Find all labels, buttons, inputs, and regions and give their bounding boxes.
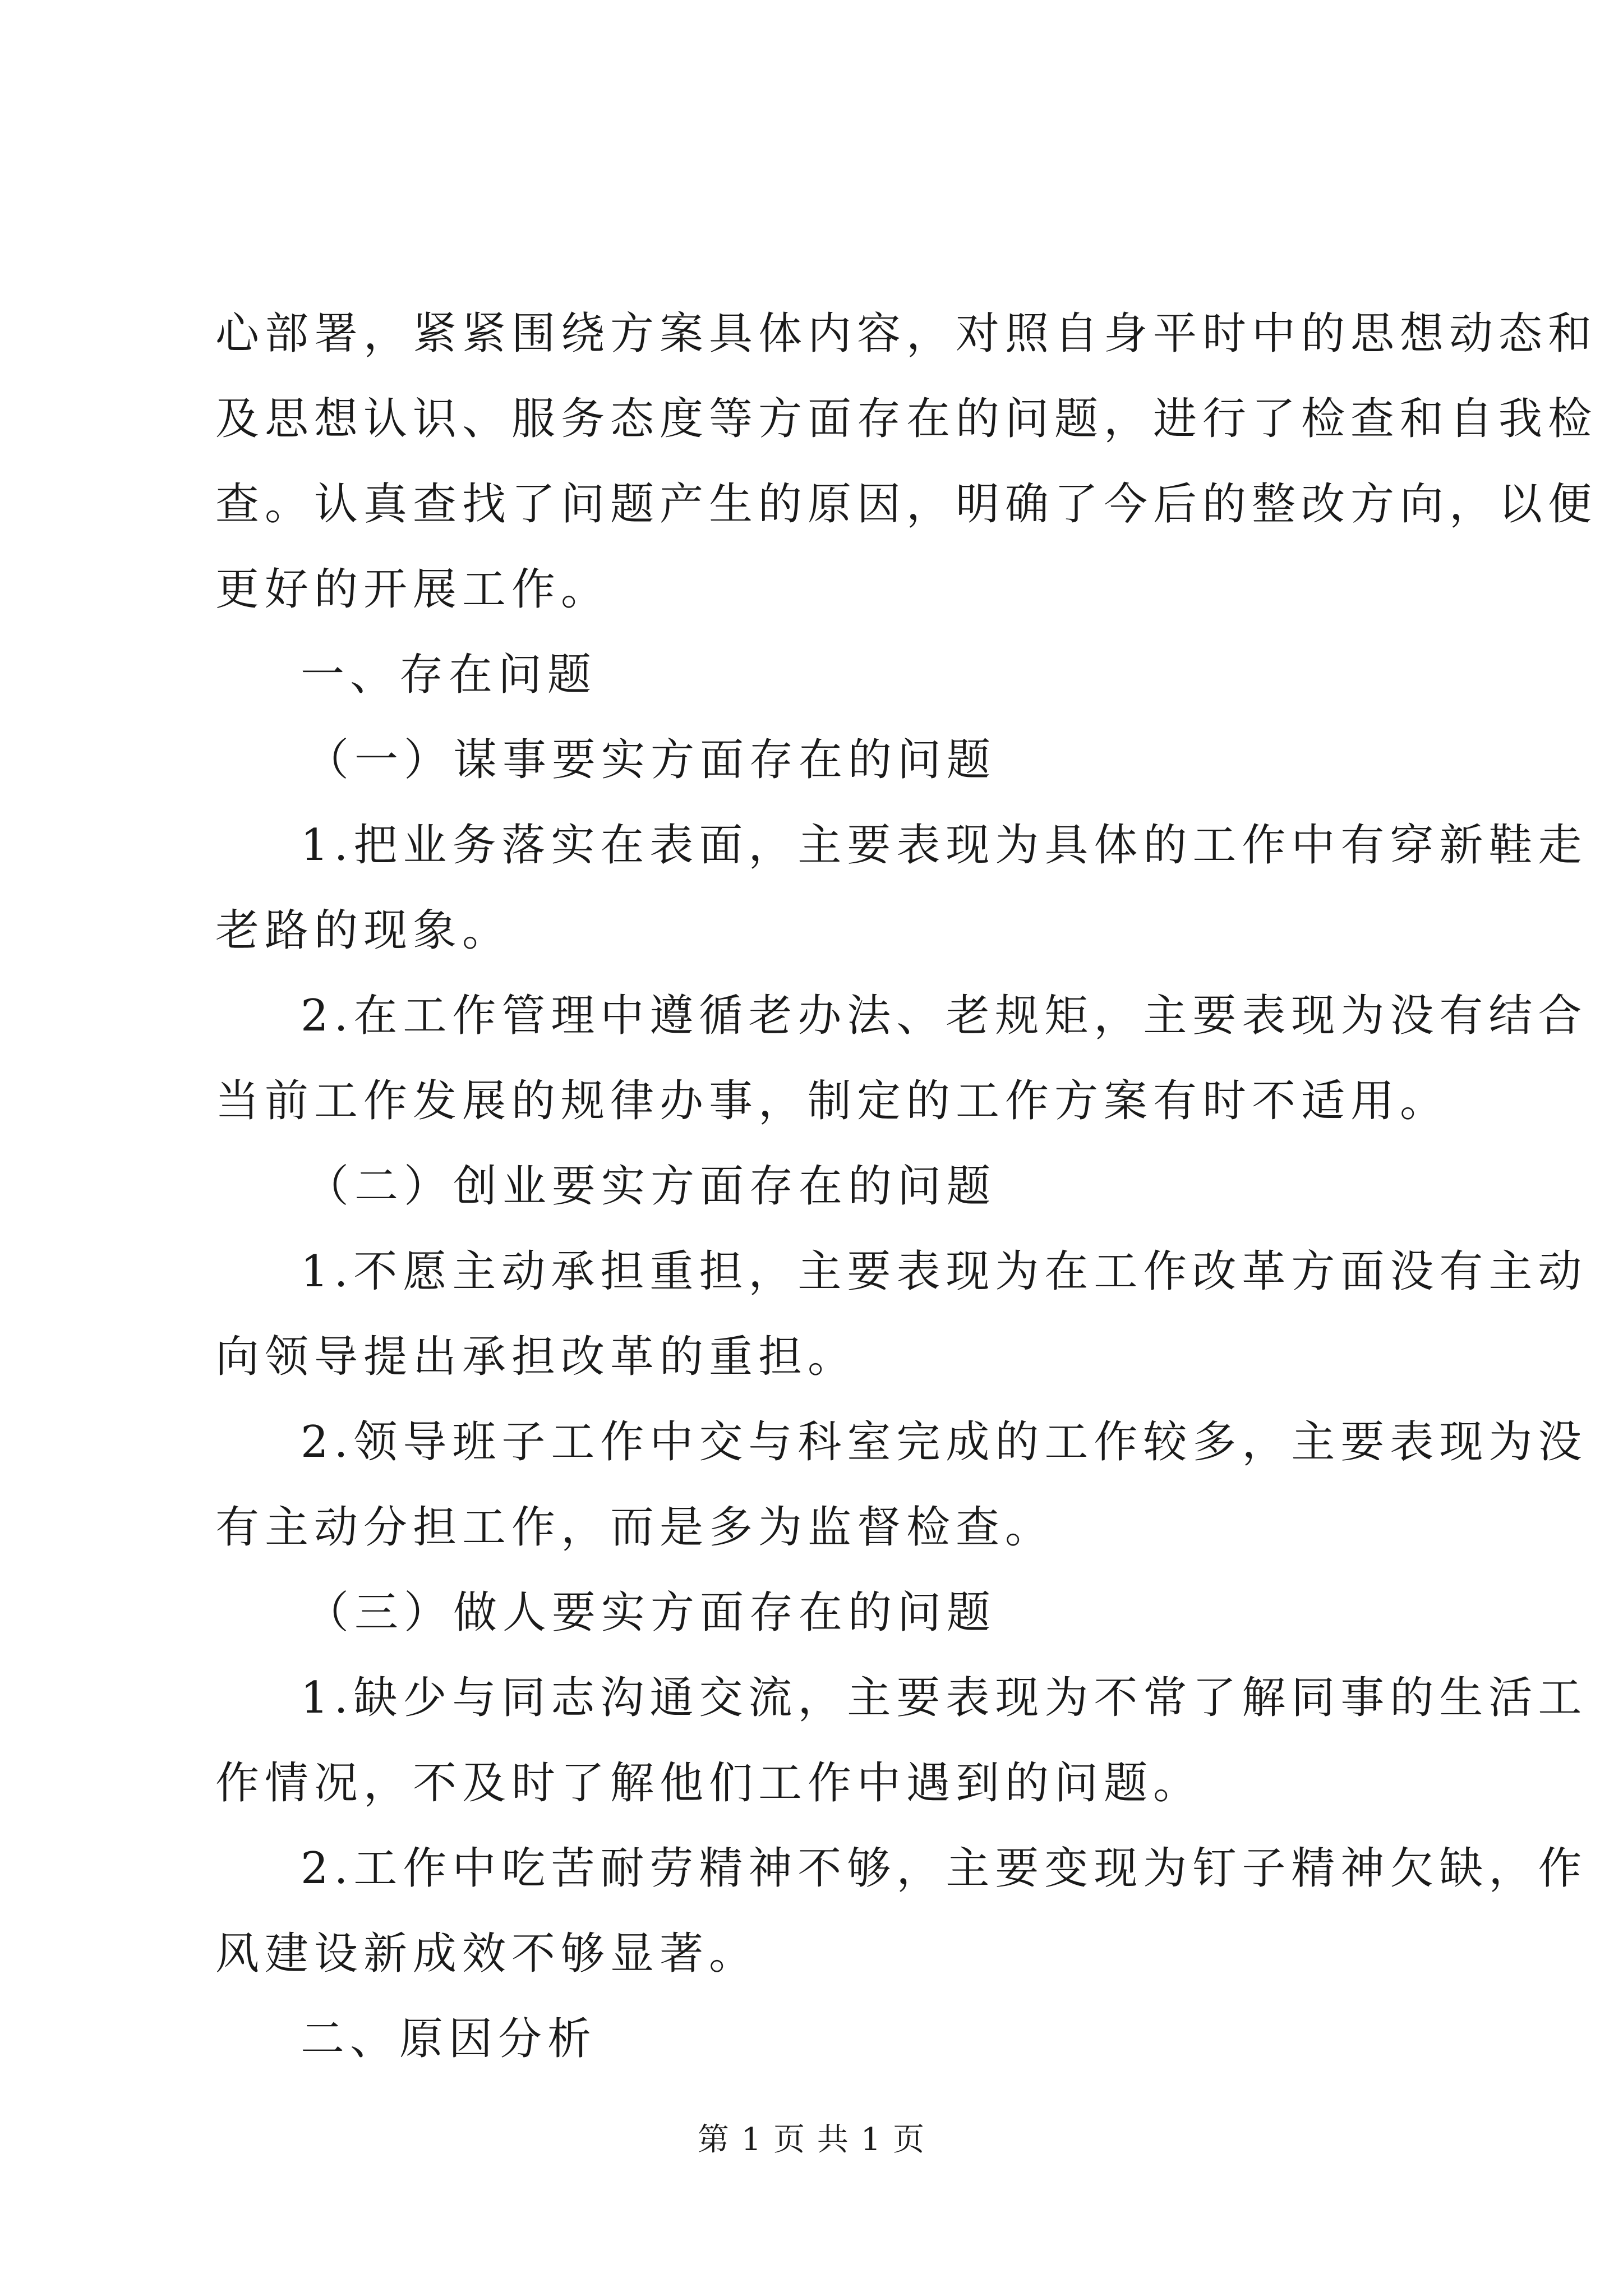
list-item-1-2: 2.在工作管理中遵循老办法、老规矩，主要表现为没有结合	[301, 991, 1588, 1041]
document-body	[215, 287, 1598, 2078]
body-line-3: 查。认真查找了问题产生的原因，明确了今后的整改方向，以便	[215, 479, 1598, 530]
list-item-3-1-cont: 作情况，不及时了解他们工作中遇到的问题。	[215, 1758, 1203, 1809]
list-item-1-1-cont: 老路的现象。	[215, 905, 512, 956]
subsection-heading-1: （一）谋事要实方面存在的问题	[305, 735, 997, 785]
list-item-2-2: 2.领导班子工作中交与科室完成的工作较多，主要表现为没	[301, 1417, 1588, 1467]
page-number-footer: 第 1 页 共 1 页	[697, 2122, 926, 2158]
body-line-2: 及思想认识、服务态度等方面存在的问题，进行了检查和自我检	[215, 394, 1598, 444]
list-item-2-1: 1.不愿主动承担重担，主要表现为在工作改革方面没有主动	[301, 1246, 1588, 1297]
subsection-heading-3: （三）做人要实方面存在的问题	[305, 1588, 997, 1638]
list-item-2-1-cont: 向领导提出承担改革的重担。	[215, 1332, 857, 1382]
subsection-heading-2: （二）创业要实方面存在的问题	[305, 1161, 997, 1212]
list-item-1-2-cont: 当前工作发展的规律办事，制定的工作方案有时不适用。	[215, 1076, 1450, 1126]
body-line-4: 更好的开展工作。	[215, 564, 611, 615]
body-line-1: 心部署，紧紧围绕方案具体内容，对照自身平时中的思想动态和	[215, 309, 1598, 359]
list-item-2-2-cont: 有主动分担工作，而是多为监督检查。	[215, 1502, 1055, 1553]
section-heading-problems: 一、存在问题	[301, 650, 597, 700]
list-item-1-1: 1.把业务落实在表面，主要表现为具体的工作中有穿新鞋走	[301, 820, 1588, 871]
list-item-3-2-cont: 风建设新成效不够显著。	[215, 1929, 759, 1979]
list-item-3-2: 2.工作中吃苦耐劳精神不够，主要变现为钉子精神欠缺，作	[301, 1843, 1588, 1894]
section-heading-causes: 二、原因分析	[301, 2014, 597, 2064]
list-item-3-1: 1.缺少与同志沟通交流，主要表现为不常了解同事的生活工	[301, 1673, 1588, 1723]
